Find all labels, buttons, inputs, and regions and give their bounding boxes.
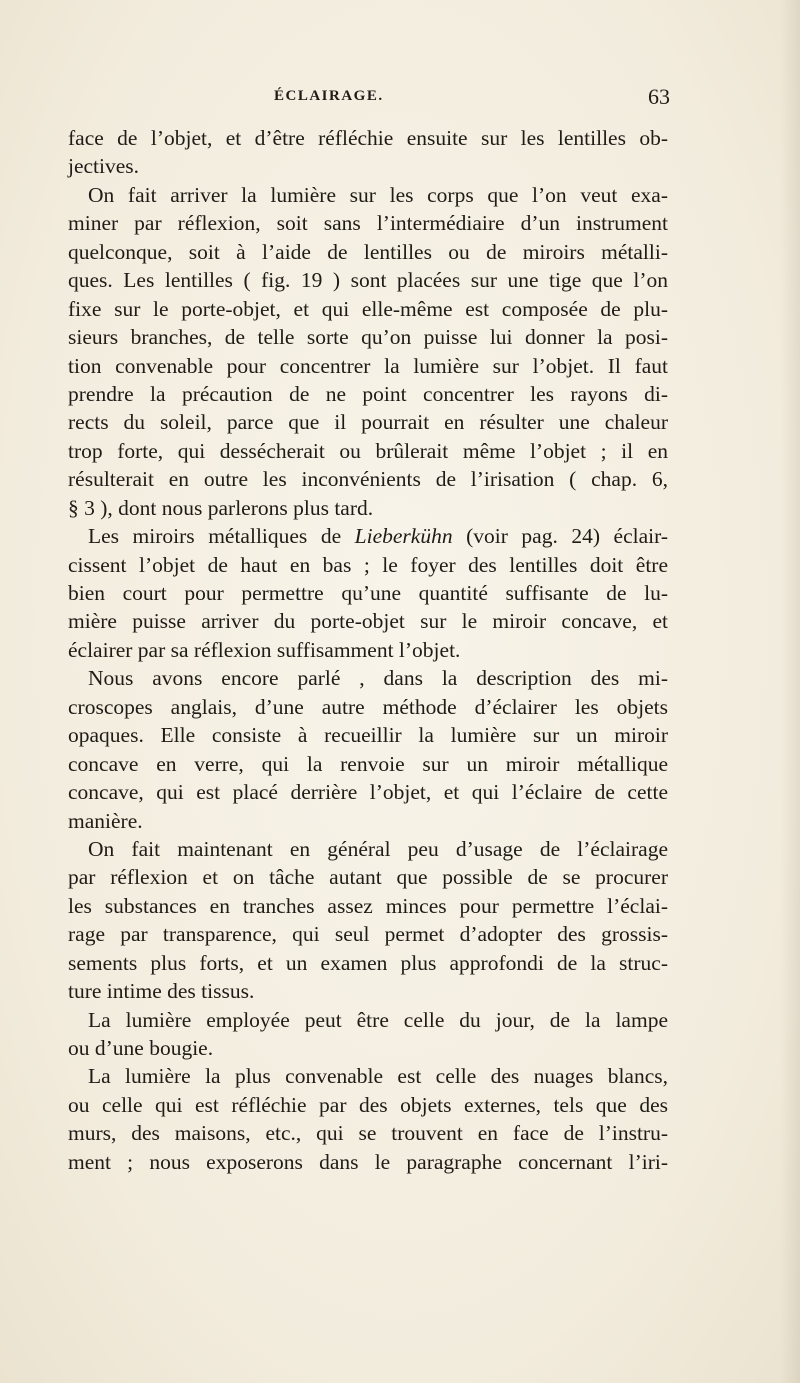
text-line: rects du soleil, parce que il pourrait en résulter une chaleur [68, 410, 668, 435]
text-line: ou d’une bougie. [68, 1036, 214, 1060]
text-line: sements plus forts, et un examen plus approfondi de la struc- [68, 950, 668, 975]
text-line: On fait arriver la lumière sur les corps que l’on veut exa- [88, 182, 668, 207]
page-edge-shadow [780, 0, 800, 1383]
text-line: tion convenable pour concentrer la lumière sur l’objet. Il faut [68, 353, 668, 378]
running-head: ÉCLAIRAGE. [274, 88, 384, 104]
text-line: cissent l’objet de haut en bas ; le foyer des lentilles doit être [68, 552, 668, 577]
text-line: trop forte, qui dessécherait ou brûlerait même l’objet ; il en [68, 438, 668, 463]
page-number: 63 [648, 84, 670, 109]
text-line: résulterait en outre les inconvénients de l’irisation ( chap. 6, [68, 467, 668, 492]
text-line: concave en verre, qui la renvoie sur un miroir métallique [68, 751, 668, 776]
text-line: quelconque, soit à l’aide de lentilles ou de miroirs métalli- [68, 239, 668, 264]
text-line: § 3 ), dont nous parlerons plus tard. [68, 495, 374, 520]
page-header [0, 84, 800, 118]
text-line: jectives. [68, 154, 140, 179]
text-line: opaques. Elle consiste à recueillir la lumière sur un miroir [68, 723, 668, 748]
body-text [68, 124, 668, 1176]
italic-proper-name: Lieberkühn [354, 524, 453, 549]
text-line: prendre la précaution de ne point concentrer les rayons di- [68, 381, 668, 406]
text-line: ment ; nous exposerons dans le paragraphe concernant l’iri- [68, 1149, 668, 1174]
text-line: ou celle qui est réfléchie par des objets externes, tels que des [68, 1092, 668, 1117]
text-line: La lumière la plus convenable est celle des nuages blancs, [88, 1064, 668, 1089]
text-line: ques. Les lentilles ( fig. 19 ) sont placées sur une tige que l’on [68, 268, 668, 293]
text-line: fixe sur le porte-objet, et qui elle-même est composée de plu- [68, 296, 668, 321]
text-line: manière. [68, 808, 143, 833]
text-line: face de l’objet, et d’être réfléchie ensuite sur les lentilles ob- [68, 126, 668, 150]
text-line: murs, des maisons, etc., qui se trouvent en face de l’instru- [68, 1121, 668, 1146]
text-line: La lumière employée peut être celle du jour, de la lampe [88, 1007, 668, 1032]
text-line: mière puisse arriver du porte-objet sur le miroir concave, et [68, 609, 668, 634]
text-line: croscopes anglais, d’une autre méthode d’éclairer les objets [68, 694, 668, 719]
text-line: Les miroirs métalliques de Lieberkühn (voir pag. 24) éclair- [88, 524, 668, 549]
text-line: concave, qui est placé derrière l’objet, et qui l’éclaire de cette [68, 780, 668, 805]
text-line: bien court pour permettre qu’une quantité suffisante de lu- [68, 581, 668, 605]
text-line: ture intime des tissus. [68, 979, 255, 1004]
text-line: On fait maintenant en général peu d’usage de l’éclairage [88, 836, 668, 861]
text-line: rage par transparence, qui seul permet d’adopter des grossis- [68, 922, 668, 947]
text-line: éclairer par sa réflexion suffisamment l’objet. [68, 637, 461, 662]
text-line: par réflexion et on tâche autant que possible de se procurer [68, 865, 668, 890]
text-line: les substances en tranches assez minces pour permettre l’éclai- [68, 893, 668, 918]
text-line: sieurs branches, de telle sorte qu’on puisse lui donner la posi- [68, 325, 668, 350]
text-line: Nous avons encore parlé , dans la description des mi- [88, 666, 668, 691]
text-line: miner par réflexion, soit sans l’intermédiaire d’un instrument [68, 211, 668, 236]
